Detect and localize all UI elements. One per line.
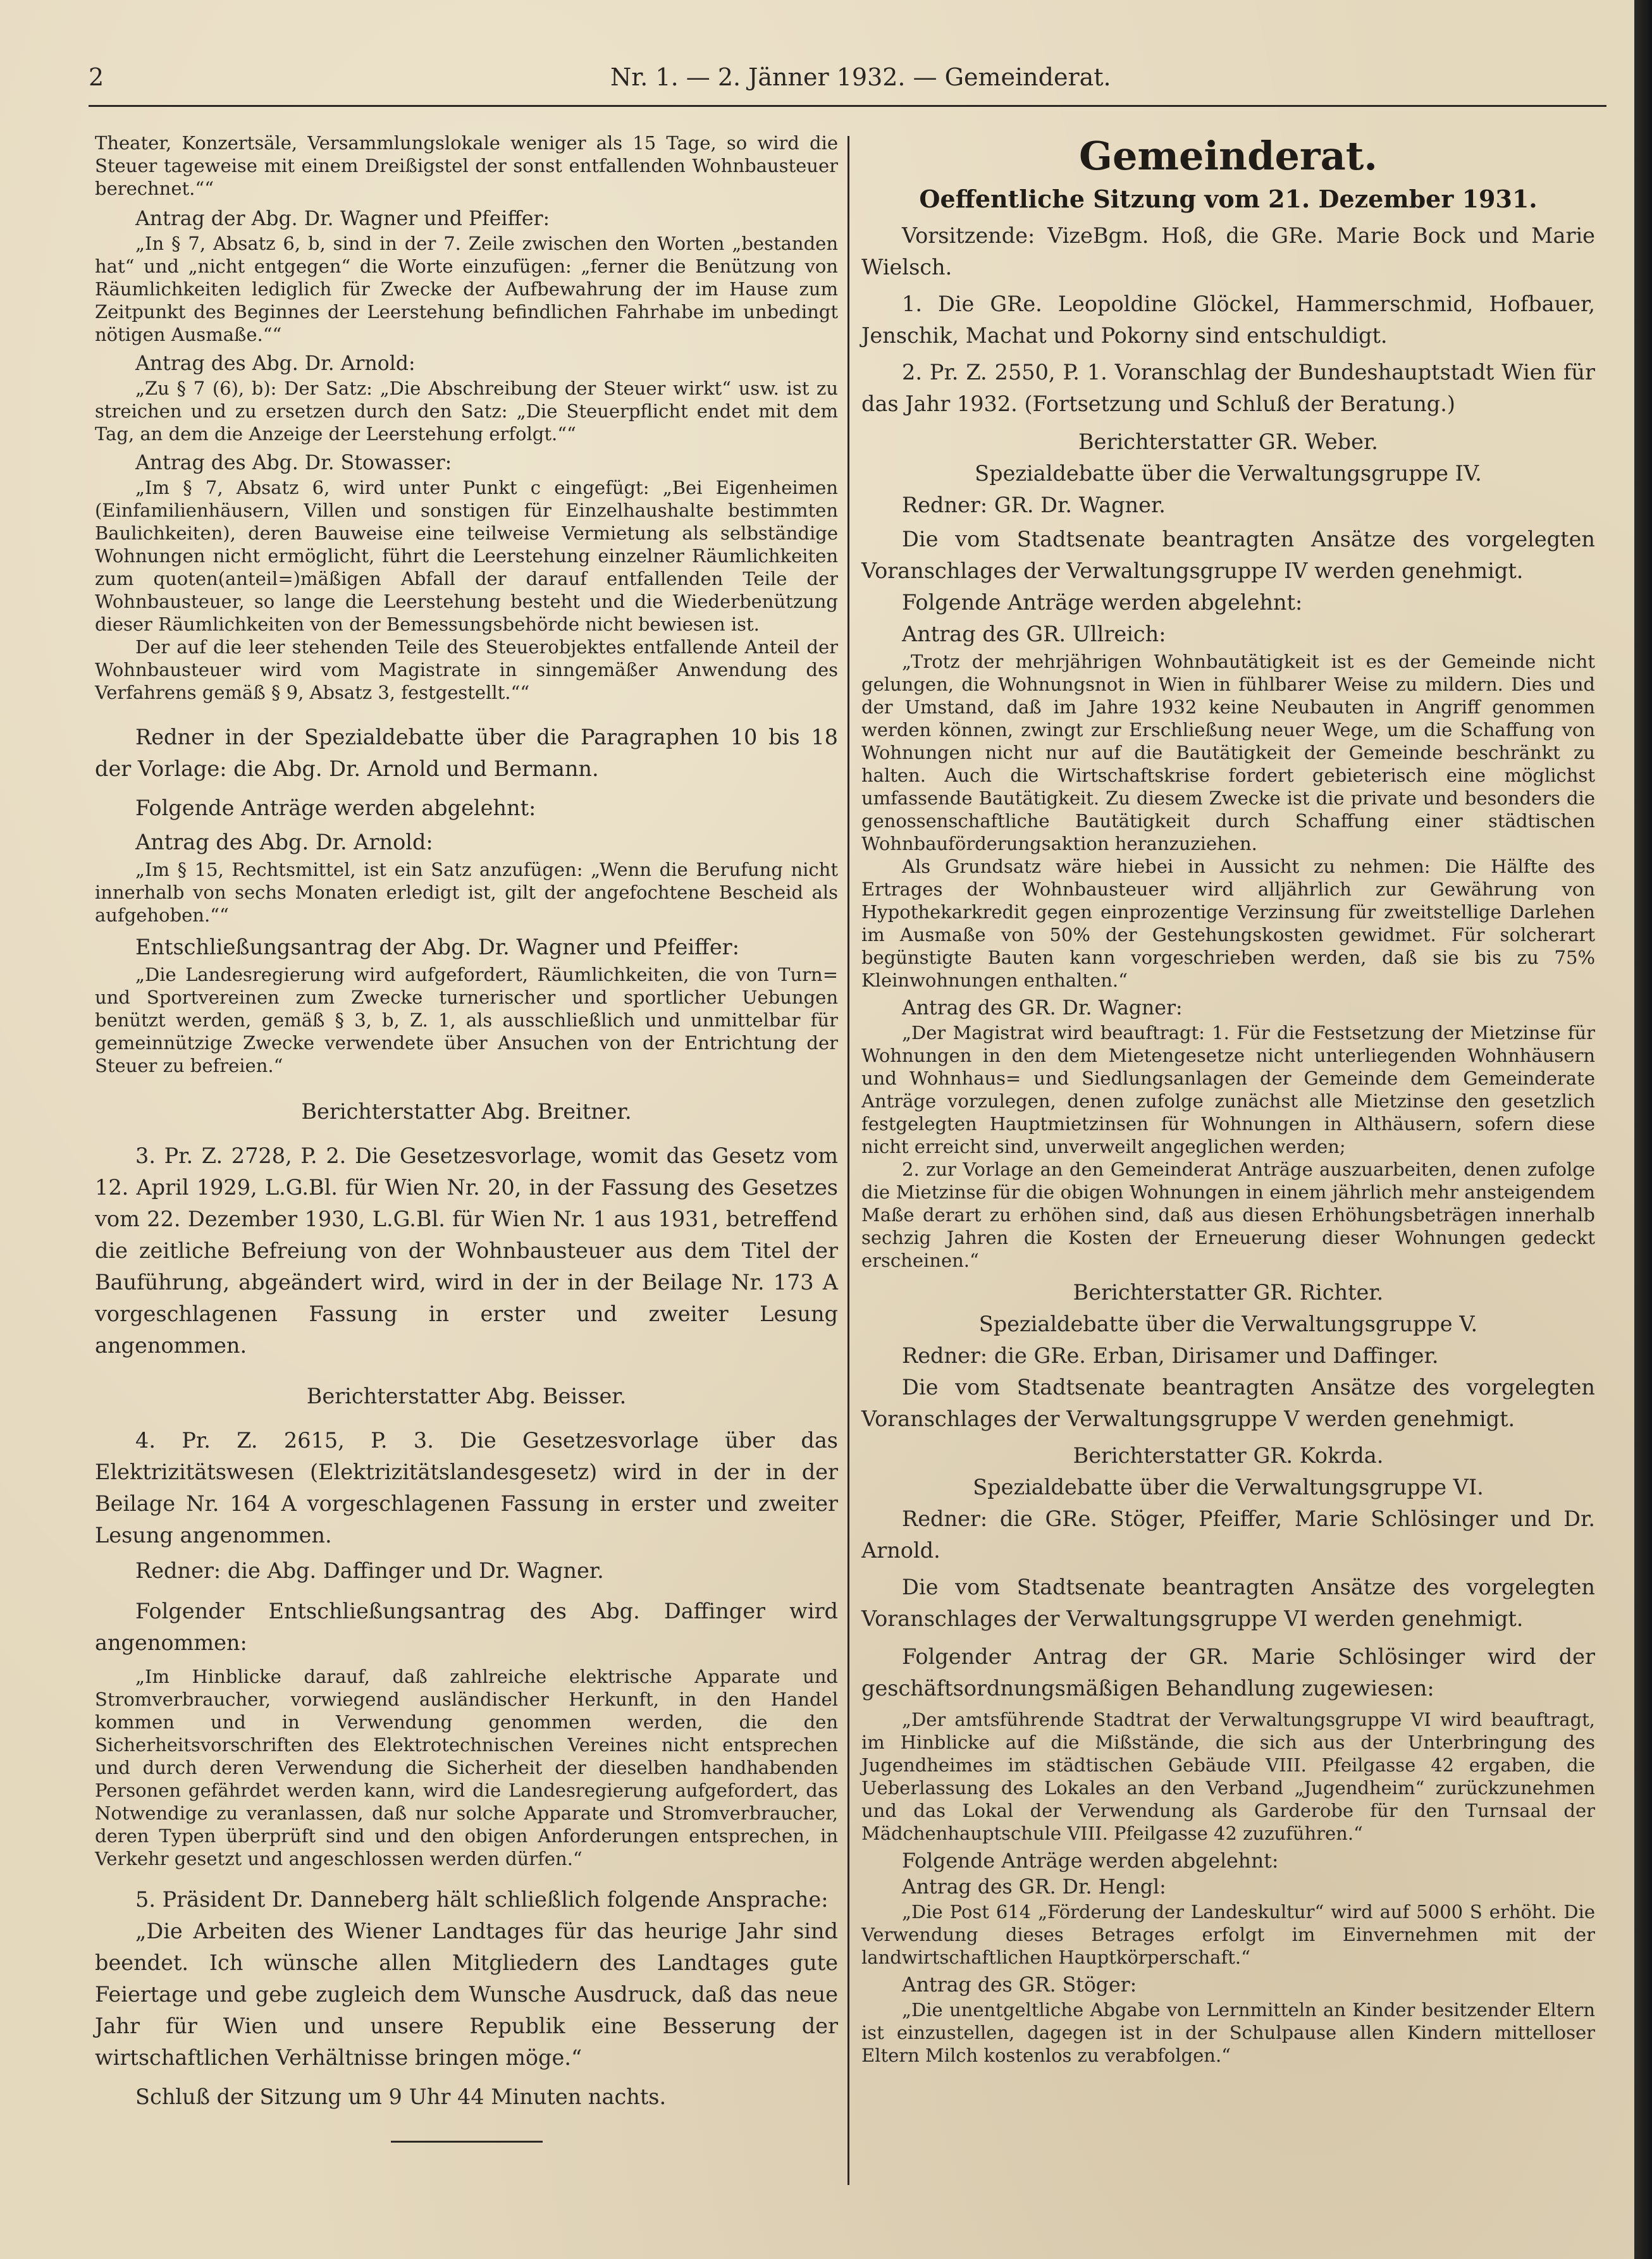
motion-heading-arnold: Antrag des Abg. Dr. Arnold: (135, 352, 416, 375)
approval-v: Die vom Stadtsenate beantragten Ansätze des vorgelegten Voranschlages der Verwaltungsgruppe V werden genehmigt. (861, 1375, 1595, 1431)
right-column (861, 132, 1595, 2067)
page-header (89, 61, 1606, 107)
speakers-special-debate: Redner in der Spezialdebatte über die Paragraphen 10 bis 18 der Vorlage: die Abg. Dr. Arnold und Bermann. (95, 725, 838, 781)
rejected-motions-heading-2: Folgende Anträge werden abgelehnt: (902, 1850, 1279, 1873)
agenda-item-4: 4. Pr. Z. 2615, P. 3. Die Gesetzesvorlage über das Elektrizitätswesen (Elektrizitätslandesgesetz) wird in der in der Beilage Nr. 164 A vorgeschlagenen Fassung in erster und zweiter Lesung angenommen. (95, 1428, 838, 1548)
special-debate-v: Spezialdebatte über die Verwaltungsgruppe V. (978, 1312, 1478, 1336)
special-debate-vi: Spezialdebatte über die Verwaltungsgruppe VI. (973, 1475, 1484, 1499)
motion-text-schloesinger: „Der amtsführende Stadtrat der Verwaltungsgruppe VI wird beauftragt, im Hinblicke auf die Mißstände, die sich aus der Unterbringung des Jugendheimes im städtischen Gebäude VIII. Pfeilgasse 42 ergaben, die Ueberlassung des Lokales an den Verband „Jugendheim“ zurückzunehmen und das Lokal der Verwendung als Garderobe für den Turnsaal der Mädchenhauptschule VIII. Pfeilgasse 42 zuzuführen.“ (861, 1709, 1595, 1844)
rapporteur-beisser: Berichterstatter Abg. Beisser. (306, 1384, 627, 1408)
speaker-wagner: Redner: GR. Dr. Wagner. (902, 493, 1166, 517)
motion-heading-stowasser: Antrag des Abg. Dr. Stowasser: (135, 452, 452, 474)
rapporteur-breitner: Berichterstatter Abg. Breitner. (301, 1099, 632, 1124)
motion-text-arnold: „Zu § 7 (6), b): Der Satz: „Die Abschreibung der Steuer wirkt“ usw. ist zu streichen und zu ersetzen durch den Satz: „Die Steuerpflicht endet mit dem Tag, an dem die Anzeige der Leerstehung erfolgt.““ (95, 378, 838, 445)
motion-heading-wagner-pfeiffer: Antrag der Abg. Dr. Wagner und Pfeiffer: (135, 207, 550, 230)
resolution-text-wagner: „Die Landesregierung wird aufgefordert, Räumlichkeiten, die von Turn= und Sportvereinen zum Zwecke turnerischer und sportlicher Uebungen benützt werden, gemäß § 3, b, Z. 1, als ausschließlich und unmittelbar für gemeinnützige Zwecke verwendete über Ansuchen von der Entrichtung der Steuer zu befreien.“ (95, 964, 838, 1076)
motion-text-arnold-2: „Im § 15, Rechtsmittel, ist ein Satz anzufügen: „Wenn die Berufung nicht innerhalb von sechs Monaten erledigt ist, gilt der angefochtene Bescheid als aufgehoben.““ (95, 859, 838, 926)
speakers-v: Redner: die GRe. Erban, Dirisamer und Daffinger. (902, 1343, 1439, 1368)
resolution-heading-daffinger: Folgender Entschließungsantrag des Abg. Daffinger wird angenommen: (95, 1599, 838, 1655)
motion-heading-wagner-gr: Antrag des GR. Dr. Wagner: (902, 997, 1183, 1019)
running-title: Nr. 1. — 2. Jänner 1932. — Gemeinderat. (610, 63, 1111, 91)
continued-paragraph: Theater, Konzertsäle, Versammlungslokale weniger als 15 Tage, so wird die Steuer tageweise mit einem Dreißigstel der sonst entfallenden Wohnbausteuer berechnet.““ (95, 132, 838, 199)
motion-heading-stoeger: Antrag des GR. Stöger: (902, 1974, 1137, 1997)
motion-text-stoeger: „Die unentgeltliche Abgabe von Lernmitteln an Kinder besitzender Eltern ist einzustellen, dagegen ist in der Schulpause allen Kindern mittelloser Eltern Milch kostenlos zu verabfolgen.“ (861, 1999, 1595, 2066)
motion-text-wagner-gr: „Der Magistrat wird beauftragt: 1. Für die Festsetzung der Mietzinse für Wohnungen in den dem Mietengesetze nicht unterliegenden Wohnhäusern und Wohnhaus= und Siedlungsanlagen der Gemeinde dem Gemeinderate Anträge vorzulegen, denen zufolge zunächst alle Mietzinse den gesetzlich festgelegten Hauptmietzinsen für Wohnungen in Althäusern, sofern diese nicht erreicht sind, unverweilt angeglichen werden; (861, 1022, 1595, 1157)
resolution-heading-wagner: Entschließungsantrag der Abg. Dr. Wagner und Pfeiffer: (135, 935, 739, 959)
special-debate-iv: Spezialdebatte über die Verwaltungsgruppe IV. (975, 461, 1482, 486)
page-number: 2 (89, 63, 104, 91)
approval-iv: Die vom Stadtsenate beantragten Ansätze des vorgelegten Voranschlages der Verwaltungsgruppe IV werden genehmigt. (861, 527, 1595, 583)
scan-edge (1634, 0, 1652, 2259)
motion-heading-arnold-2: Antrag des Abg. Dr. Arnold: (135, 830, 433, 854)
rejected-motions-heading-1: Folgende Anträge werden abgelehnt: (902, 590, 1303, 615)
motion-text-wagner-pfeiffer: „In § 7, Absatz 6, b, sind in der 7. Zeile zwischen den Worten „bestanden hat“ und „nicht entgegen“ die Worte einzufügen: „ferner die Benützung von Räumlichkeiten lediglich für Zwecke der Aufbewahrung der im Hause zum Zeitpunkt des Beginnes der Leerstehung befindlichen Fahrhabe im unbedingt nötigen Ausmaße.““ (95, 233, 838, 345)
speakers-vi: Redner: die GRe. Stöger, Pfeiffer, Marie Schlösinger und Dr. Arnold. (861, 1506, 1595, 1563)
section-title: Gemeinderat. (1079, 133, 1378, 179)
agenda-item-5: 5. Präsident Dr. Danneberg hält schließlich folgende Ansprache: (135, 1887, 829, 1912)
session-end: Schluß der Sitzung um 9 Uhr 44 Minuten nachts. (135, 2084, 667, 2109)
motion-text-hengl: „Die Post 614 „Förderung der Landeskultur“ wird auf 5000 S erhöht. Die Verwendung dieses Betrages erfolgt im Einvernehmen mit der landwirtschaftlichen Hauptkörperschaft.“ (861, 1901, 1595, 1968)
approval-vi: Die vom Stadtsenate beantragten Ansätze des vorgelegten Voranschlages der Verwaltungsgruppe VI werden genehmigt. (861, 1575, 1595, 1631)
rapporteur-weber: Berichterstatter GR. Weber. (1078, 429, 1378, 454)
motion-text-ullreich-continued: Als Grundsatz wäre hiebei in Aussicht zu nehmen: Die Hälfte des Ertrages der Wohnbausteuer wird alljährlich zur Gewährung von Hypothekarkredit gegen einprozentige Verzinsung für zweitstellige Darlehen im Ausmaße von 50% der Gestehungskosten gewidmet. Für solcherart begünstigte Bauten kann vorgeschrieben werden, daß sie bis zu 75% Kleinwohnungen enthalten.“ (861, 856, 1595, 991)
motion-heading-hengl: Antrag des GR. Dr. Hengl: (902, 1876, 1166, 1899)
speakers-item-4: Redner: die Abg. Daffinger und Dr. Wagner. (135, 1558, 604, 1583)
left-column (95, 132, 838, 2143)
rapporteur-kokrda: Berichterstatter GR. Kokrda. (1073, 1443, 1384, 1468)
motion-text-stowasser: „Im § 7, Absatz 6, wird unter Punkt c eingefügt: „Bei Eigenheimen (Einfamilienhäusern, Villen und sonstigen für Einzelhaushalte bestimmten Baulichkeiten), deren Bauweise eine teilweise Vermietung als selbständige Wohnungen nicht ermöglicht, führt die Leerstehung einzelner Räumlichkeiten zum quoten(anteil=)mäßigen Abfall der darauf entfallenden Teile der Wohnbausteuer, so lange die Leerstehung besteht und die Wiederbenützung dieser Räumlichkeiten von der Bemessungsbehörde nicht bewiesen ist. (95, 477, 838, 635)
section-subtitle: Oeffentliche Sitzung vom 21. Dezember 1931. (919, 185, 1538, 213)
column-divider (848, 136, 849, 2185)
resolution-text-daffinger: „Im Hinblicke darauf, daß zahlreiche elektrische Apparate und Stromverbraucher, vorwiegend ausländischer Herkunft, in den Handel kommen und in Verwendung genommen werden, die den Sicherheitsvorschriften des Elektrotechnischen Vereines nicht entsprechen und durch deren Verwendung die Sicherheit der dieselben handhabenden Personen gefährdet werden kann, wird die Landesregierung aufgefordert, das Notwendige zu veranlassen, daß nur solche Apparate und Stromverbraucher, deren Typen überprüft sind und den obigen Anforderungen entsprechen, in Verkehr gesetzt und angeschlossen werden dürfen.“ (95, 1666, 838, 1869)
motion-text-stowasser-continued: Der auf die leer stehenden Teile des Steuerobjektes entfallende Anteil der Wohnbausteuer wird vom Magistrate in sinngemäßer Anwendung des Verfahrens gemäß § 9, Absatz 3, festgestellt.““ (95, 636, 838, 703)
motion-heading-schloesinger: Folgender Antrag der GR. Marie Schlösinger wird der geschäftsordnungsmäßigen Behandlung zugewiesen: (861, 1644, 1595, 1701)
agenda-item-2: 2. Pr. Z. 2550, P. 1. Voranschlag der Bundeshauptstadt Wien für das Jahr 1932. (Fortsetzung und Schluß der Beratung.) (861, 360, 1595, 416)
closing-address: „Die Arbeiten des Wiener Landtages für das heurige Jahr sind beendet. Ich wünsche allen Mitgliedern des Landtages gute Feiertage und gebe zugleich dem Wunsche Ausdruck, daß das neue Jahr für Wien und unsere Republik eine Besserung der wirtschaftlichen Verhältnisse bringen möge.“ (95, 1919, 838, 2070)
agenda-item-1: 1. Die GRe. Leopoldine Glöckel, Hammerschmid, Hofbauer, Jenschik, Machat und Pokorny sind entschuldigt. (861, 292, 1595, 348)
chairs: Vorsitzende: VizeBgm. Hoß, die GRe. Marie Bock und Marie Wielsch. (861, 223, 1595, 280)
agenda-item-3: 3. Pr. Z. 2728, P. 2. Die Gesetzesvorlage, womit das Gesetz vom 12. April 1929, L.G.Bl. für Wien Nr. 20, in der Fassung des Gesetzes vom 22. Dezember 1930, L.G.Bl. für Wien Nr. 1 aus 1931, betreffend die zeitliche Befreiung von der Wohnbausteuer aus dem Titel der Bauführung, abgeändert wird, wird in der in der Beilage Nr. 173 A vorgeschlagenen Fassung in erster und zweiter Lesung angenommen. (95, 1143, 838, 1358)
motion-text-wagner-gr-continued: 2. zur Vorlage an den Gemeinderat Anträge auszuarbeiten, denen zufolge die Mietzinse für die obigen Wohnungen in einem jährlich mehr ansteigendem Maße derart zu erhöhen sind, daß aus diesen Erhöhungsbeträgen innerhalb sechzig Jahren die Kosten der Erneuerung dieser Wohnungen gedeckt erscheinen.“ (861, 1159, 1595, 1271)
motion-text-ullreich: „Trotz der mehrjährigen Wohnbautätigkeit ist es der Gemeinde nicht gelungen, die Wohnungsnot in Wien in fühlbarer Weise zu mildern. Dies und der Umstand, daß im Jahre 1932 keine Neubauten in Angriff genommen werden können, zwingt zur Erschließung neuer Wege, um die Schaffung von Wohnungen nicht nur auf die Bautätigkeit der Gemeinde beschränkt zu halten. Auch die Wirtschaftskrise fordert gebieterisch eine möglichst umfassende Bautätigkeit. Zu diesem Zwecke ist die private und besonders die genossenschaftliche Bautätigkeit durch Schaffung einer städtischen Wohnbauförderungsaktion heranzuziehen. (861, 651, 1595, 854)
rapporteur-richter: Berichterstatter GR. Richter. (1073, 1280, 1384, 1305)
end-rule (391, 2141, 543, 2143)
motion-heading-ullreich: Antrag des GR. Ullreich: (902, 622, 1166, 646)
rejected-motions-heading: Folgende Anträge werden abgelehnt: (135, 796, 536, 820)
